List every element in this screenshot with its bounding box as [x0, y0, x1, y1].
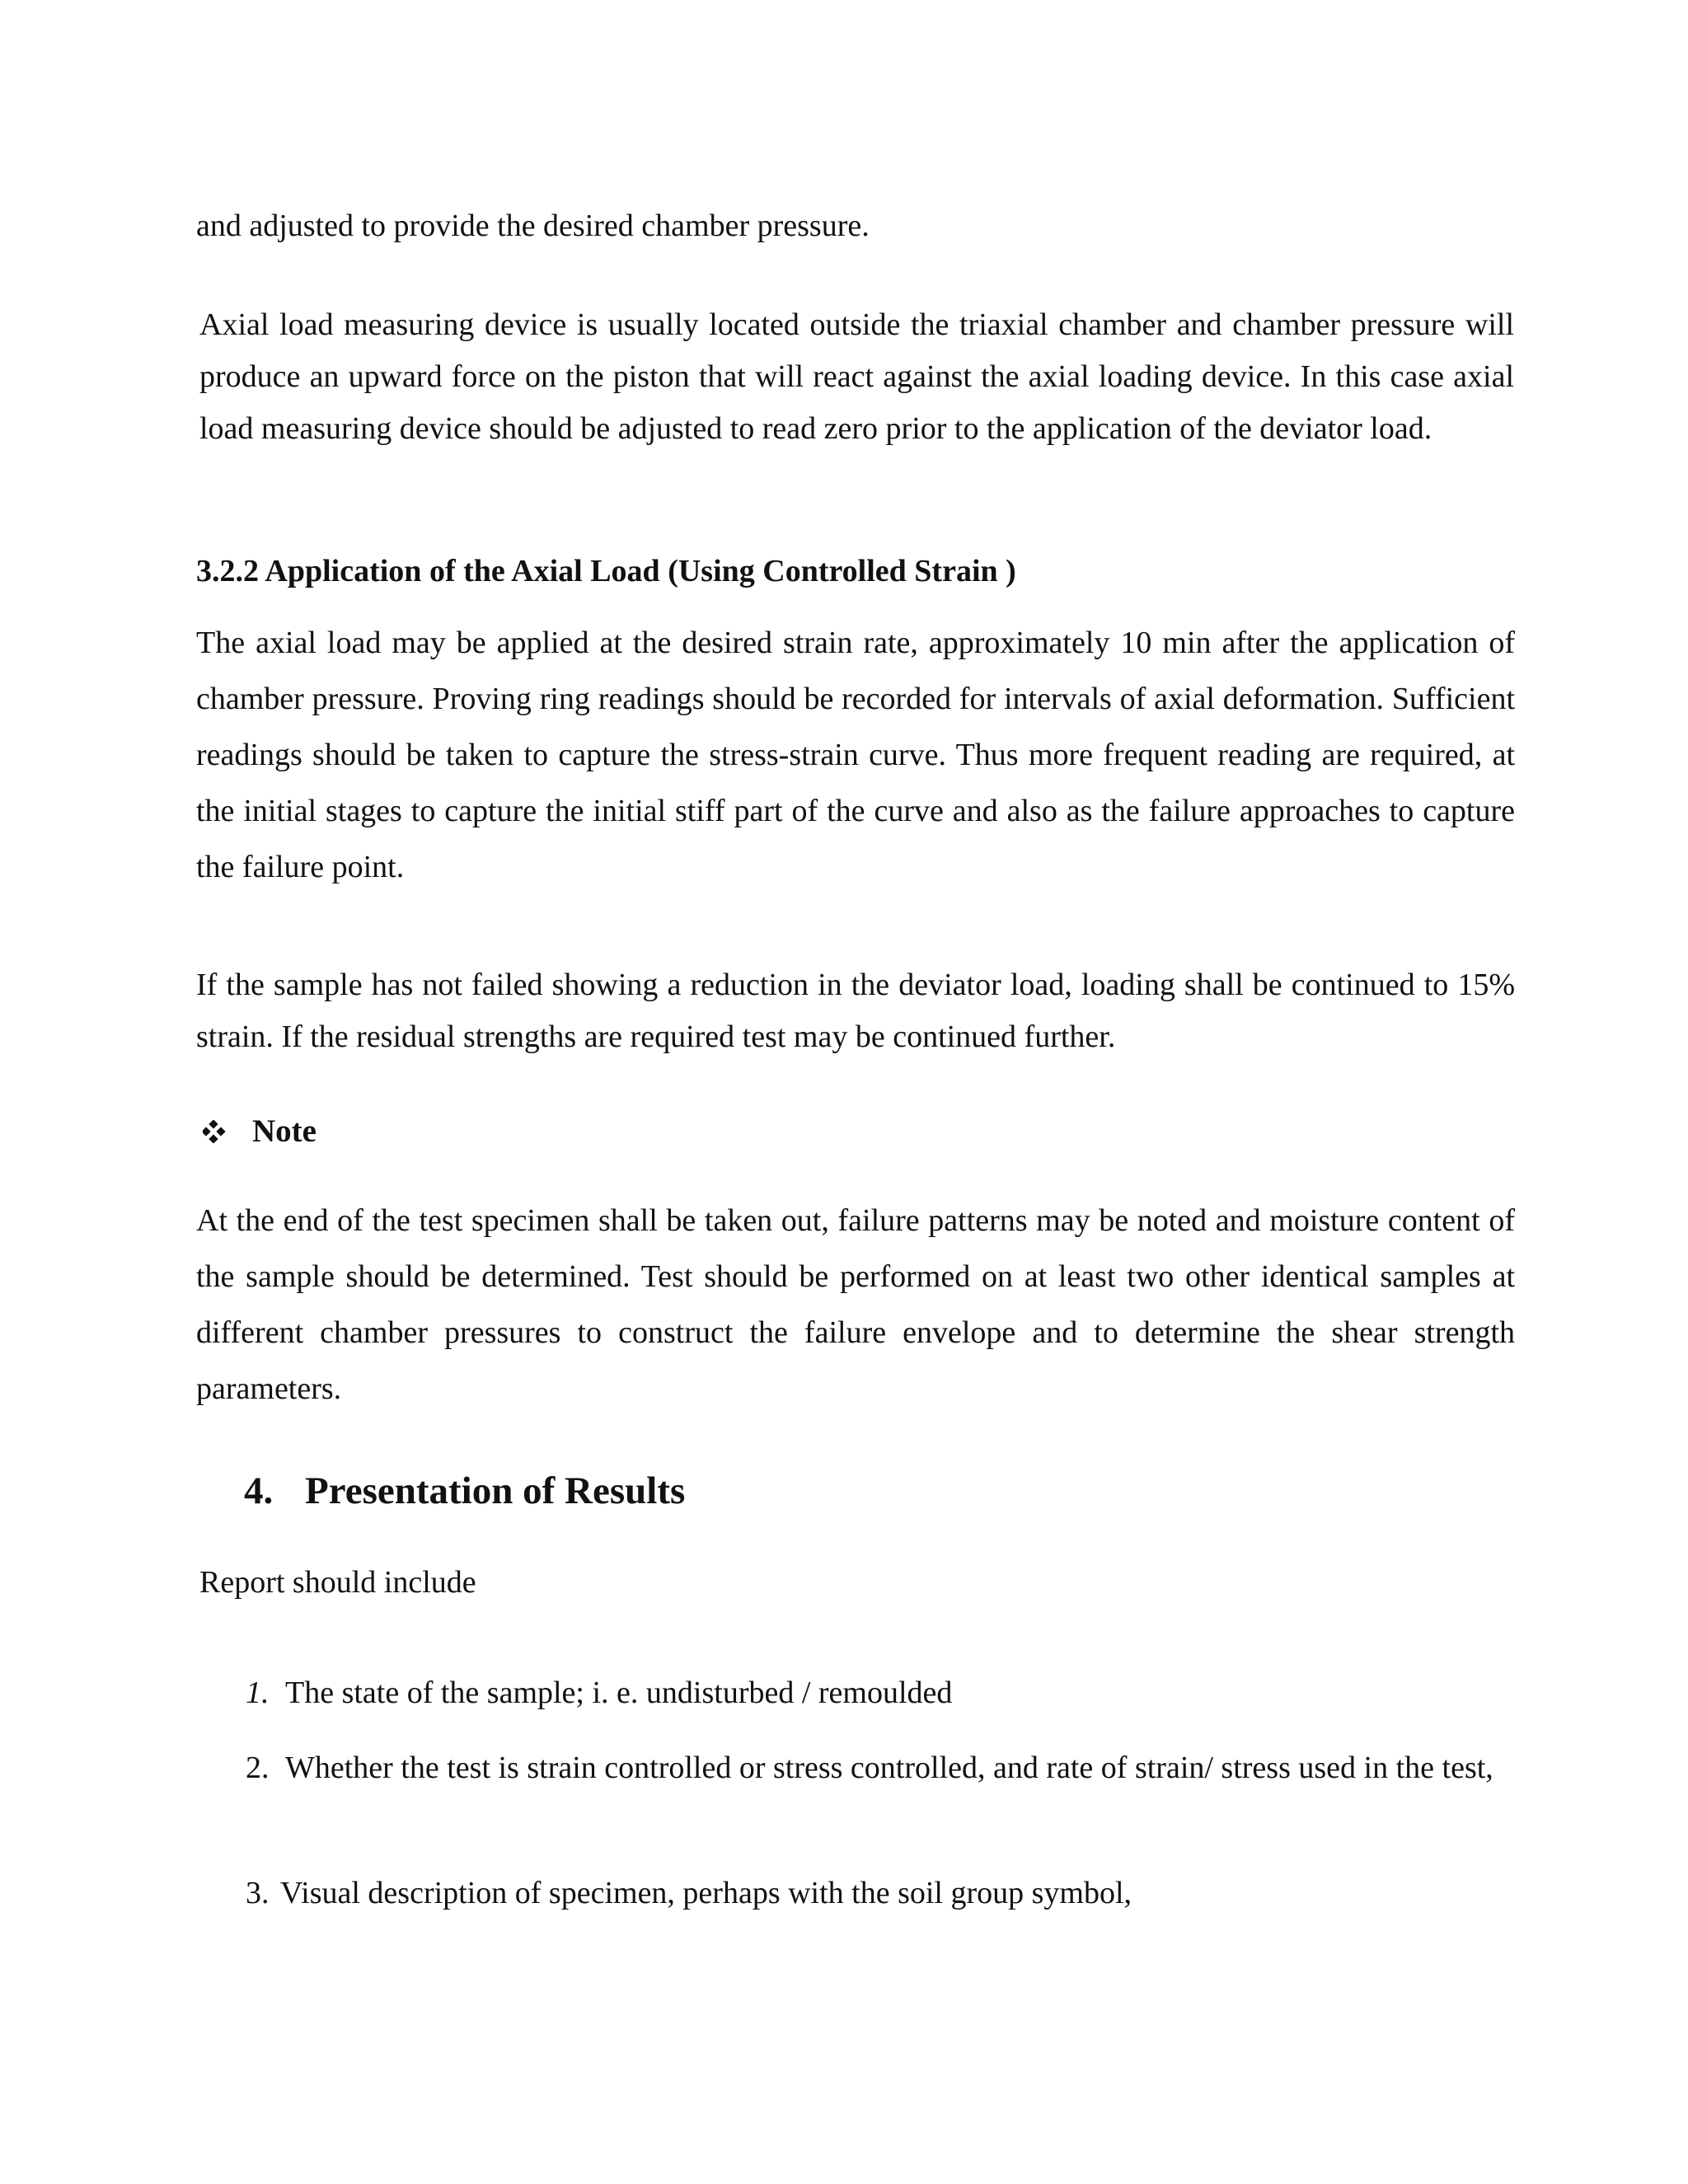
- section-title: Presentation of Results: [305, 1469, 686, 1512]
- paragraph-sample-not-failed: If the sample has not failed showing a reduction in the deviator load, loading shall be continued to 15% strain. If the residual strengths are required test may be continued further.: [196, 968, 1515, 1054]
- list-item-text: Visual description of specimen, perhaps with the soil group symbol,: [280, 1876, 1132, 1910]
- note-heading: [203, 1113, 862, 1151]
- paragraph-end-of-test: At the end of the test specimen shall be taken out, failure patterns may be noted and moisture content of the sample should be determined. Test should be performed on at least two other identical samples at different chamber pressures to construct the failure envelope and to determine the shear strength parameters.: [196, 1203, 1515, 1406]
- diamond-bullet-icon: [203, 1120, 226, 1143]
- paragraph-axial-load-application: The axial load may be applied at the desired strain rate, approximately 10 min after the application of chamber pressure. Proving ring readings should be recorded for intervals of axial deformation. Sufficient readings should be taken to capture the stress-strain curve. Thus more frequent reading are required, at the initial stages to capture the initial stiff part of the curve and also as the failure approaches to capture the failure point.: [196, 626, 1515, 884]
- list-item-number: 2.: [246, 1750, 270, 1785]
- list-item-number: 1.: [246, 1675, 270, 1710]
- note-label: Note: [252, 1113, 316, 1149]
- report-intro: Report should include: [199, 1565, 476, 1600]
- section-heading-presentation-of-results: [244, 1468, 1233, 1514]
- list-item-text: The state of the sample; i. e. undisturbed / remoulded: [285, 1675, 953, 1710]
- list-item-number: 3.: [246, 1876, 270, 1910]
- list-item: [246, 1868, 1531, 1919]
- list-item: [246, 1667, 1531, 1719]
- paragraph-chamber-pressure-continuation: and adjusted to provide the desired chamber pressure.: [196, 209, 870, 243]
- section-number: 4.: [244, 1469, 274, 1512]
- subsection-heading-3-2-2: 3.2.2 Application of the Axial Load (Using Controlled Strain ): [196, 554, 1016, 588]
- list-item: [246, 1742, 1531, 1846]
- list-item-text: Whether the test is strain controlled or stress controlled, and rate of strain/ stress used in the test,: [285, 1750, 1493, 1785]
- paragraph-axial-load-device: Axial load measuring device is usually located outside the triaxial chamber and chamber pressure will produce an upward force on the piston that will react against the axial loading device. In this case axial load measuring device should be adjusted to read zero prior to the application of the deviator load.: [199, 307, 1514, 446]
